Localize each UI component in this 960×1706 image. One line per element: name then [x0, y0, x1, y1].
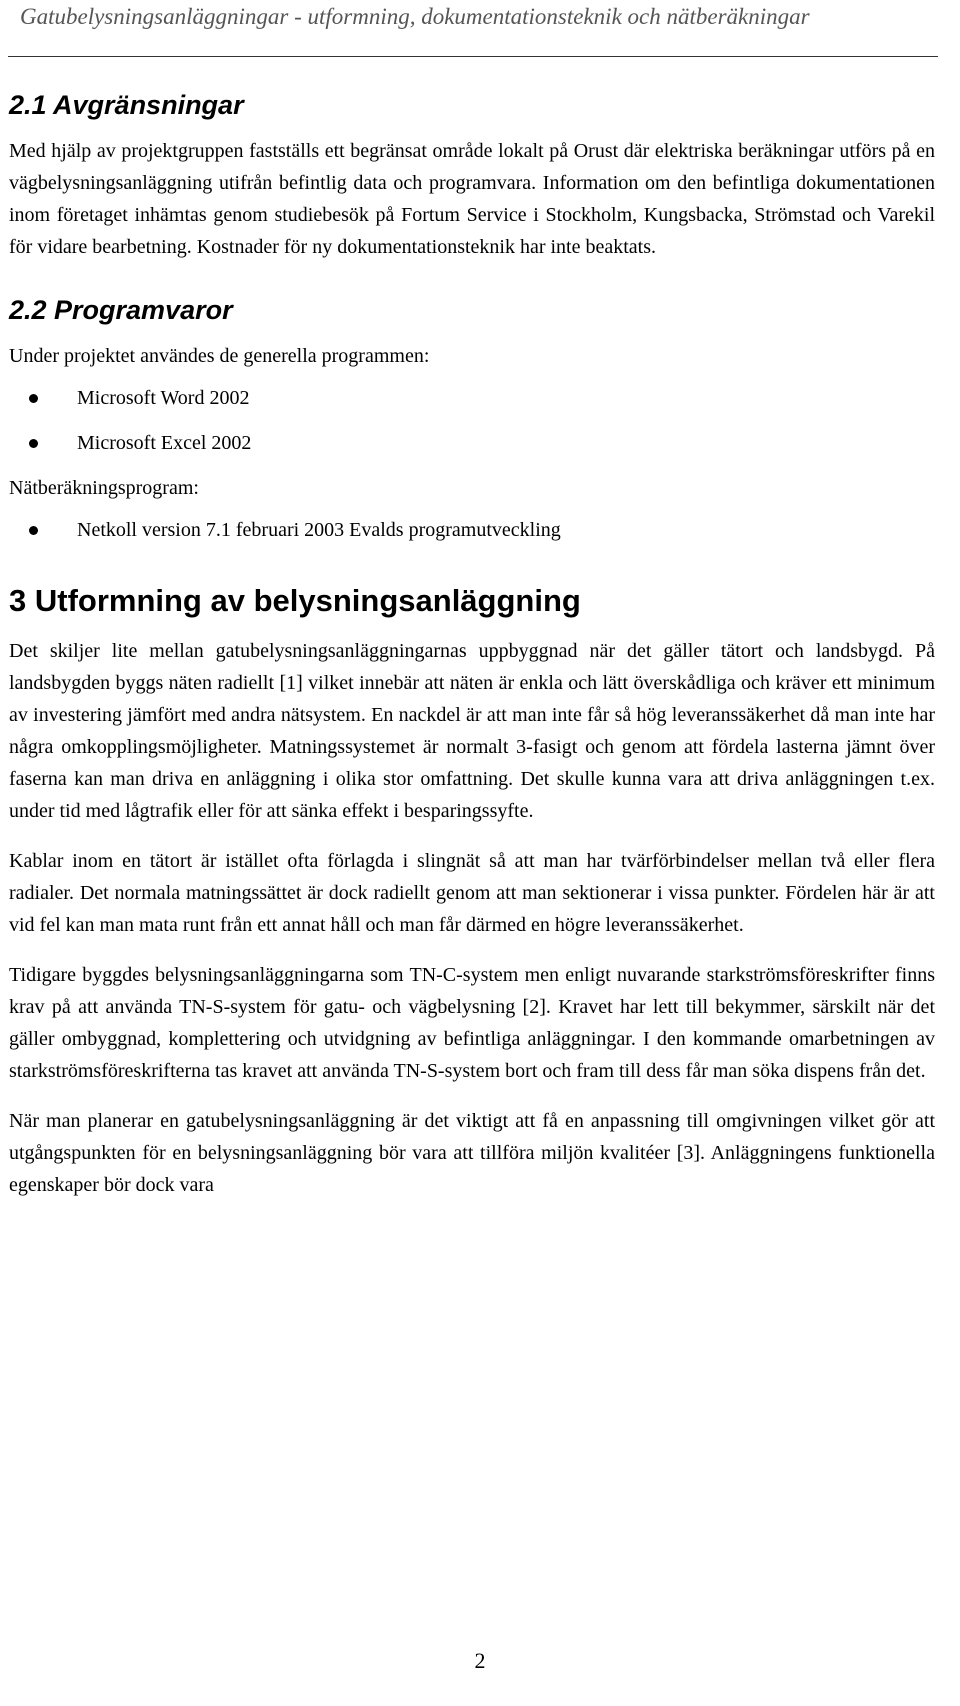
page-number: 2	[474, 1648, 486, 1673]
spacer	[9, 281, 935, 293]
chapter-heading-utformning: 3 Utformning av belysningsanläggning	[9, 583, 581, 619]
bullet-icon	[29, 439, 38, 448]
section-heading-programvaror: 2.2 Programvaror	[9, 295, 233, 326]
list-item	[9, 514, 935, 546]
body-paragraph: Kablar inom en tätort är istället ofta förlagda i slingnät så att man har tvärförbindelser mellan två eller flera radialer. Det normala matningssättet är dock radiellt genom att man sektionerar i vissa punkter. Fördelen här är att vid fel kan man mata runt från ett annat håll och man får därmed en högre leveranssäkerhet.	[9, 850, 935, 937]
avgransningar-paragraph: Med hjälp av projektgruppen fastställs ett begränsat område lokalt på Orust där elektriska beräkningar utförs på en vägbelysningsanläggning utifrån befintlig data och programvara. Information om den befintliga dokumentationen inom företaget inhämtas genom studiebesök på Fortum Service i Stockholm, Kungsbacka, Strömstad och Varekil för vidare bearbetning. Kostnader för ny dokumentationsteknik har inte beaktats.	[9, 140, 935, 259]
calc-programs-label: Nätberäkningsprogram:	[9, 477, 199, 500]
program-name: Netkoll version 7.1 februari 2003 Evalds programutveckling	[77, 519, 561, 542]
body-paragraph: Det skiljer lite mellan gatubelysningsanläggningarnas uppbyggnad när det gäller tätort och landsbygd. På landsbygden byggs näten radiellt [1] vilket innebär att näten är enkla och lätt överskådliga och kräver ett minimum av investering jämfört med andra nätsystem. En nackdel är att man inte får så hög leveranssäkerhet då man inte har några omkopplingsmöjligheter. Matningssystemet är normalt 3-fasigt och genom att fördela lasterna jämnt över faserna kan man driva en anläggning i olika stor omfattning. Det skulle kunna vara att driva anläggningen t.ex. under tid med lågtrafik eller för att sänka effekt i besparingssyfte.	[9, 640, 935, 823]
list-item	[9, 382, 935, 414]
body-paragraph: Tidigare byggdes belysningsanläggningarna som TN-C-system men enligt nuvarande starkströmsföreskrifter finns krav på att använda TN-S-system för gatu- och vägbelysning [2]. Kravet har lett till bekymmer, särskilt när det gäller ombyggnad, komplettering och utvidgning av befintliga anläggningar. I den kommande omarbetningen av starkströmsföreskrifterna tas kravet att använda TN-S-system bort och fram till dess får man söka dispens från det.	[9, 964, 935, 1083]
section-heading-avgransningar: 2.1 Avgränsningar	[9, 90, 244, 120]
spacer	[9, 559, 935, 581]
bullet-icon	[29, 394, 38, 403]
program-name: Microsoft Word 2002	[77, 387, 250, 410]
body-paragraph: När man planerar en gatubelysningsanläggning är det viktigt att få en anpassning till omgivningen vilket gör att utgångspunkten för en belysningsanläggning bör vara att tillföra miljön kvalitéer [3]. Anläggningens funktionella egenskaper bör dock vara	[9, 1110, 935, 1197]
header-divider	[8, 56, 938, 57]
program-name: Microsoft Excel 2002	[77, 432, 252, 455]
bullet-icon	[29, 526, 38, 535]
calc-programs-list	[9, 514, 935, 546]
running-header: Gatubelysningsanläggningar - utformning, dokumentationsteknik och nätberäkningar	[20, 4, 810, 29]
programvaror-intro: Under projektet användes de generella programmen:	[9, 345, 430, 368]
list-item	[9, 427, 935, 459]
page-content	[9, 88, 935, 1201]
general-programs-list	[9, 382, 935, 459]
